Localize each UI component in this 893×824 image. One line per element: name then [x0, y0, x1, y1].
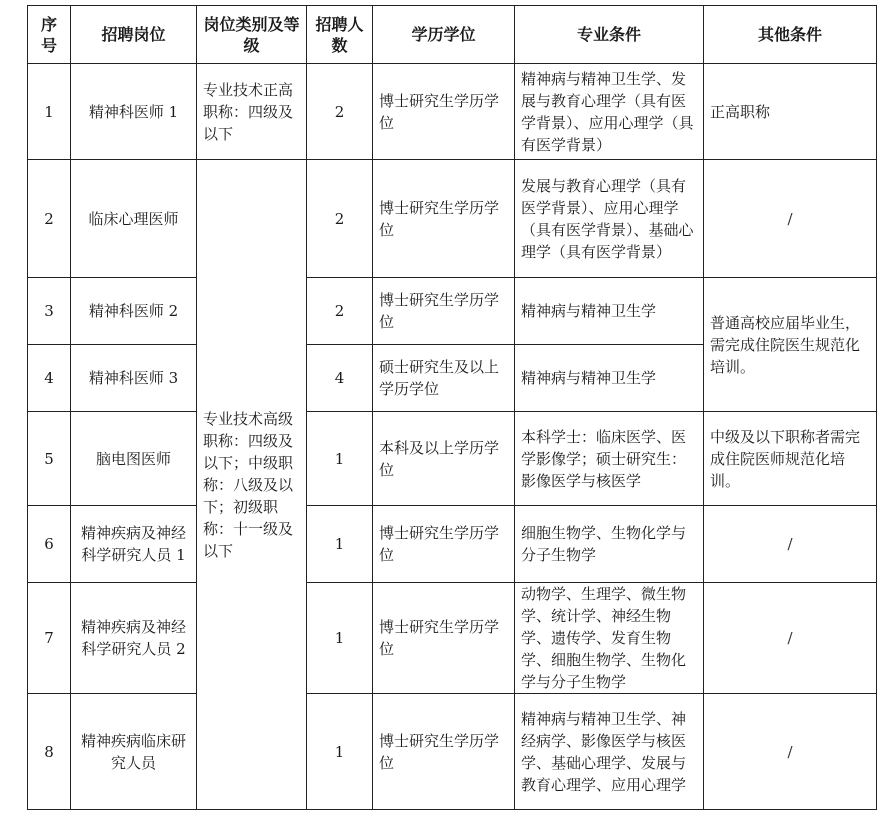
row-category: 专业技术正高职称：四级及以下 — [197, 64, 307, 160]
row-education: 博士研究生学历学位 — [373, 694, 515, 810]
row-education: 博士研究生学历学位 — [373, 506, 515, 583]
header-position: 招聘岗位 — [71, 6, 197, 64]
row-count: 2 — [307, 64, 373, 160]
row-major: 细胞生物学、生物化学与分子生物学 — [515, 506, 704, 583]
row-count: 4 — [307, 345, 373, 412]
row-education: 博士研究生学历学位 — [373, 583, 515, 694]
row-seq: 7 — [28, 583, 71, 694]
row-category-group: 专业技术高级职称：四级及以下；中级职称：八级及以下；初级职称：十一级及以下 — [197, 160, 307, 810]
row-position: 精神疾病临床研究人员 — [71, 694, 197, 810]
row-other: / — [704, 583, 877, 694]
row-education: 博士研究生学历学位 — [373, 160, 515, 278]
row-major: 本科学士：临床医学、医学影像学；硕士研究生：影像医学与核医学 — [515, 412, 704, 506]
table-row — [28, 506, 877, 583]
row-position: 精神科医师 3 — [71, 345, 197, 412]
row-other-group: 普通高校应届毕业生，需完成住院医生规范化培训。 — [704, 278, 877, 412]
row-major: 动物学、生理学、微生物学、统计学、神经生物学、遗传学、发育生物学、细胞生物学、生物化学与分子生物学 — [515, 583, 704, 694]
row-count: 1 — [307, 412, 373, 506]
row-seq: 5 — [28, 412, 71, 506]
row-other: / — [704, 506, 877, 583]
row-position: 精神科医师 2 — [71, 278, 197, 345]
row-other: 正高职称 — [704, 64, 877, 160]
row-position: 精神科医师 1 — [71, 64, 197, 160]
table-row — [28, 278, 877, 345]
recruitment-table — [27, 5, 877, 810]
row-count: 1 — [307, 506, 373, 583]
row-major: 精神病与精神卫生学、发展与教育心理学（具有医学背景）、应用心理学（具有医学背景） — [515, 64, 704, 160]
row-major: 精神病与精神卫生学 — [515, 345, 704, 412]
row-seq: 2 — [28, 160, 71, 278]
row-position: 临床心理医师 — [71, 160, 197, 278]
table-row — [28, 694, 877, 810]
row-major: 精神病与精神卫生学 — [515, 278, 704, 345]
row-seq: 4 — [28, 345, 71, 412]
row-seq: 3 — [28, 278, 71, 345]
row-count: 1 — [307, 583, 373, 694]
row-count: 1 — [307, 694, 373, 810]
row-major: 精神病与精神卫生学、神经病学、影像医学与核医学、基础心理学、发展与教育心理学、应用心理学 — [515, 694, 704, 810]
row-position: 脑电图医师 — [71, 412, 197, 506]
row-education: 博士研究生学历学位 — [373, 278, 515, 345]
table-row — [28, 64, 877, 160]
row-count: 2 — [307, 160, 373, 278]
header-row — [28, 6, 877, 64]
row-count: 2 — [307, 278, 373, 345]
header-education: 学历学位 — [373, 6, 515, 64]
row-education: 博士研究生学历学位 — [373, 64, 515, 160]
row-seq: 8 — [28, 694, 71, 810]
header-major: 专业条件 — [515, 6, 704, 64]
row-seq: 6 — [28, 506, 71, 583]
row-education: 硕士研究生及以上学历学位 — [373, 345, 515, 412]
row-education: 本科及以上学历学位 — [373, 412, 515, 506]
row-position: 精神疾病及神经科学研究人员 1 — [71, 506, 197, 583]
table-row — [28, 583, 877, 694]
table-row — [28, 412, 877, 506]
header-count: 招聘人数 — [307, 6, 373, 64]
row-other: 中级及以下职称者需完成住院医师规范化培训。 — [704, 412, 877, 506]
header-category: 岗位类别及等级 — [197, 6, 307, 64]
row-other: / — [704, 160, 877, 278]
row-major: 发展与教育心理学（具有医学背景）、应用心理学（具有医学背景）、基础心理学（具有医学背景） — [515, 160, 704, 278]
header-other: 其他条件 — [704, 6, 877, 64]
row-position: 精神疾病及神经科学研究人员 2 — [71, 583, 197, 694]
table-row — [28, 160, 877, 278]
row-seq: 1 — [28, 64, 71, 160]
row-other: / — [704, 694, 877, 810]
header-seq: 序号 — [28, 6, 71, 64]
